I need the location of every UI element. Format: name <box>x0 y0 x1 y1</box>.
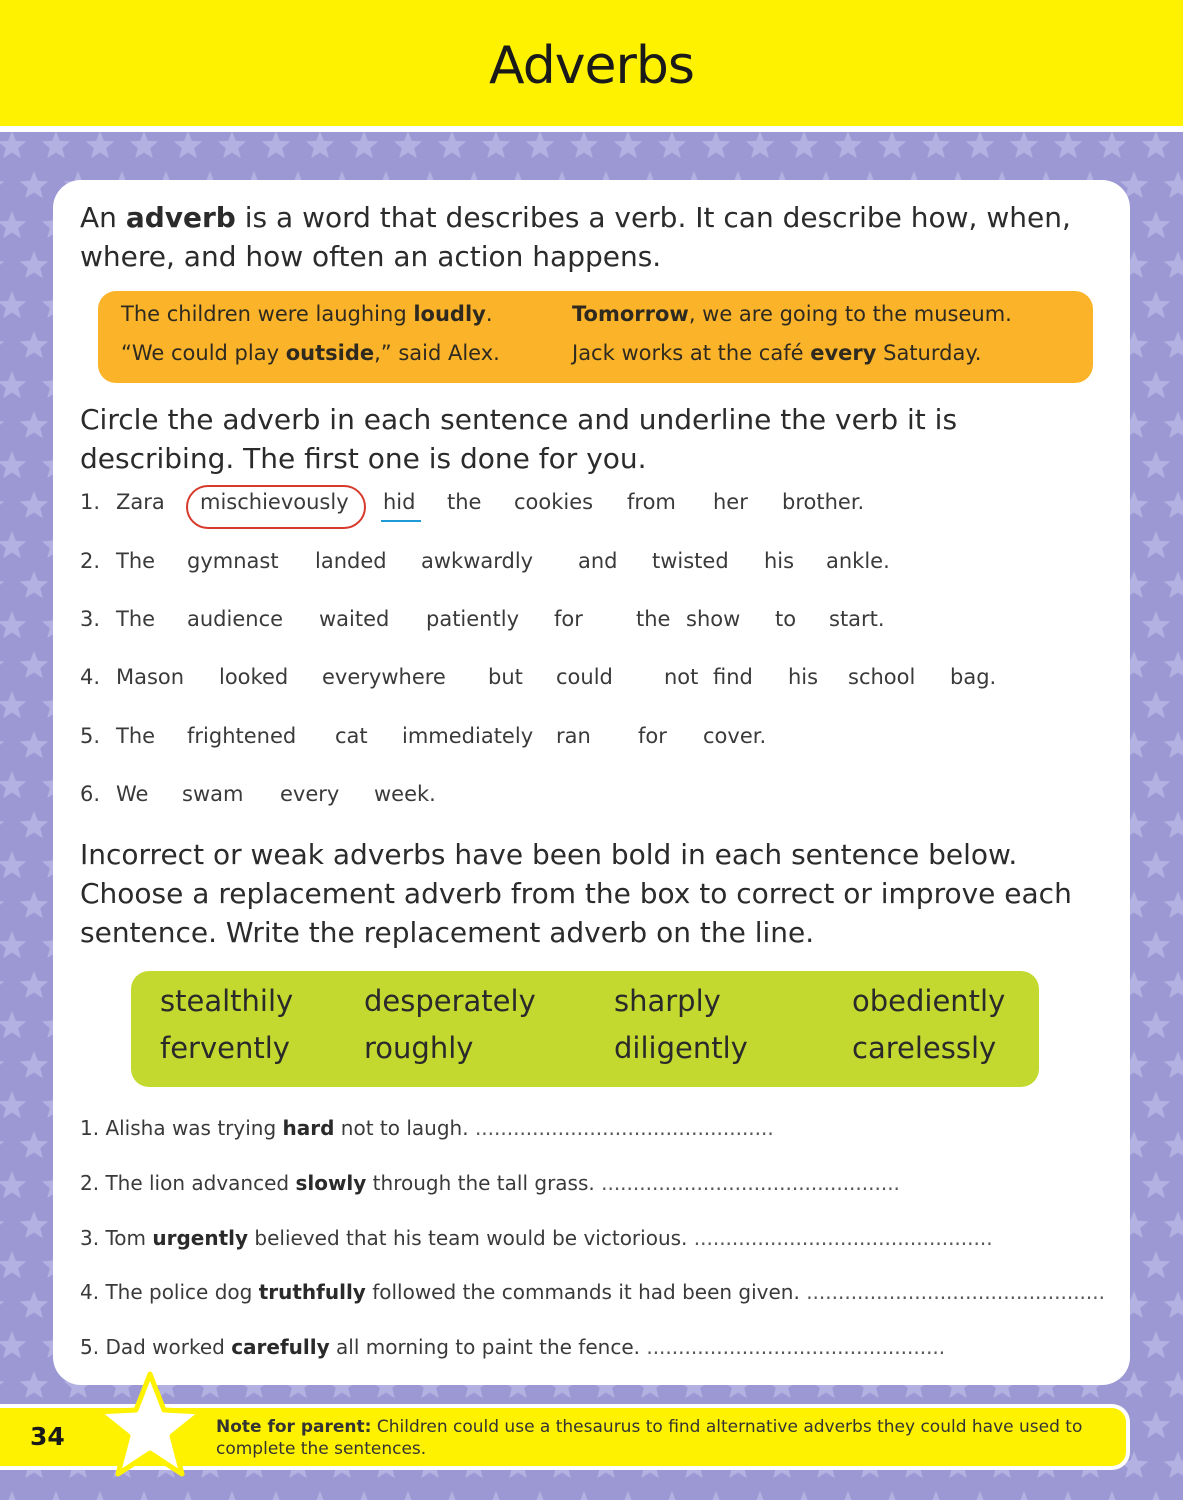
sentence-word[interactable]: Mason <box>116 665 185 689</box>
background-star <box>878 1491 907 1500</box>
background-star <box>218 1491 247 1500</box>
background-star <box>20 491 49 518</box>
background-star <box>20 331 49 358</box>
question-text: all morning to paint the fence. <box>329 1335 640 1359</box>
sentence-word[interactable]: frightened <box>187 724 297 748</box>
sentence-number: 1. <box>80 490 101 514</box>
background-star <box>1164 331 1183 358</box>
background-star <box>1164 1211 1183 1238</box>
background-star <box>0 731 4 758</box>
sentence-word[interactable]: week. <box>374 782 436 806</box>
note-text: Children could use a thesaurus to find alternative adverbs they could have used to complete the sentences. <box>216 1417 1083 1459</box>
answer-line[interactable]: ............................................... <box>601 1171 900 1195</box>
background-star <box>482 1491 511 1500</box>
sentence-number: 2. <box>80 549 101 573</box>
sentence-word[interactable]: Zara <box>116 490 165 514</box>
background-star <box>0 251 4 278</box>
background-star <box>834 1491 863 1500</box>
sentence-word[interactable]: his <box>788 665 819 689</box>
answer-line[interactable]: ............................................... <box>693 1226 993 1250</box>
example-text: . <box>485 302 493 326</box>
sentence-number: 6. <box>80 782 101 806</box>
background-star <box>1054 1491 1083 1500</box>
intro-text-2: is a word that describes a verb. It can describe how, when, where, and how often an action happens. <box>80 201 1071 273</box>
sentence-word[interactable]: awkwardly <box>421 549 534 573</box>
example-3 <box>121 341 500 365</box>
sentence-word[interactable]: cover. <box>703 724 767 748</box>
background-star <box>0 571 4 598</box>
intro-paragraph <box>80 198 1080 276</box>
adverb-circle-mark <box>186 485 366 529</box>
star-icon <box>94 1370 206 1482</box>
background-star <box>0 1371 4 1398</box>
background-star <box>526 132 555 158</box>
background-star <box>1142 1251 1171 1278</box>
weak-adverb: truthfully <box>258 1280 366 1304</box>
page-number: 34 <box>30 1422 65 1451</box>
background-star <box>790 1491 819 1500</box>
example-text: , we are going to the museum. <box>688 302 1012 326</box>
background-star <box>130 1491 159 1500</box>
sentence-word[interactable]: not <box>664 665 699 689</box>
background-star <box>218 132 247 158</box>
background-star <box>0 1291 4 1318</box>
background-star <box>746 132 775 158</box>
background-star <box>1054 132 1083 158</box>
answer-line[interactable]: ............................................... <box>806 1280 1105 1304</box>
background-star <box>834 132 863 158</box>
sentence-word[interactable]: waited <box>319 607 390 631</box>
background-star <box>20 1211 49 1238</box>
background-star <box>614 1491 643 1500</box>
sentence-word[interactable]: every <box>280 782 340 806</box>
question-text: 5. Dad worked <box>80 1335 232 1359</box>
background-star <box>20 571 49 598</box>
background-star <box>1142 931 1171 958</box>
sentence-word[interactable]: The <box>116 724 156 748</box>
example-1 <box>121 302 493 326</box>
question-text: 3. Tom <box>80 1226 153 1250</box>
background-star <box>1164 651 1183 678</box>
background-star <box>1142 851 1171 878</box>
sentence-word[interactable]: her <box>713 490 748 514</box>
background-star <box>1142 371 1171 398</box>
background-star <box>1164 171 1183 198</box>
sentence-word[interactable]: landed <box>315 549 387 573</box>
sentence-word[interactable]: to <box>775 607 797 631</box>
sentence-word[interactable]: hid <box>383 490 416 514</box>
background-star <box>966 132 995 158</box>
background-star <box>0 331 4 358</box>
background-star <box>1164 1291 1183 1318</box>
background-star <box>0 1251 26 1278</box>
background-star <box>0 211 26 238</box>
sentence-word[interactable]: ran <box>556 724 591 748</box>
background-star <box>1142 531 1171 558</box>
background-star <box>20 731 49 758</box>
background-star <box>1142 291 1171 318</box>
background-star <box>0 931 26 958</box>
background-star <box>20 971 49 998</box>
background-star <box>1164 891 1183 918</box>
sentence-word[interactable]: find <box>713 665 753 689</box>
sentence-word[interactable]: start. <box>829 607 885 631</box>
page-title: Adverbs <box>489 36 694 96</box>
question-4 <box>80 1280 1105 1304</box>
word-box-item: sharply <box>614 984 721 1018</box>
background-star <box>0 1011 26 1038</box>
background-star <box>0 171 4 198</box>
background-star <box>438 1491 467 1500</box>
background-star <box>394 1491 423 1500</box>
background-star <box>20 1051 49 1078</box>
background-star <box>0 1091 26 1118</box>
background-star <box>0 811 4 838</box>
background-star <box>1142 1411 1171 1438</box>
question-text: believed that his team would be victorious. <box>248 1226 688 1250</box>
example-adverb: Tomorrow <box>572 302 689 326</box>
example-4 <box>572 341 981 365</box>
weak-adverb: hard <box>282 1116 335 1140</box>
background-star <box>20 891 49 918</box>
question-text: followed the commands it had been given. <box>365 1280 800 1304</box>
background-star <box>1164 1051 1183 1078</box>
sentence-word[interactable]: the <box>447 490 482 514</box>
background-star <box>20 411 49 438</box>
example-text: The children were laughing <box>121 302 414 326</box>
background-star <box>0 1331 26 1358</box>
sentence-word[interactable]: and <box>578 549 618 573</box>
background-star <box>0 1051 4 1078</box>
background-star <box>1142 451 1171 478</box>
background-star <box>526 1491 555 1500</box>
sentence-word[interactable]: The <box>116 607 156 631</box>
background-star <box>1164 1131 1183 1158</box>
sentence-number: 4. <box>80 665 101 689</box>
question-1 <box>80 1116 774 1140</box>
background-star <box>350 132 379 158</box>
background-star <box>1164 1451 1183 1478</box>
background-star <box>20 811 49 838</box>
background-star <box>20 1131 49 1158</box>
verb-underline-mark <box>381 520 421 522</box>
background-star <box>262 132 291 158</box>
background-star <box>0 291 26 318</box>
background-star <box>1164 1371 1183 1398</box>
sentence-word[interactable]: looked <box>219 665 289 689</box>
background-star <box>0 1131 4 1158</box>
background-star <box>1142 691 1171 718</box>
sentence-word[interactable]: mischievously <box>200 490 349 514</box>
note-label: Note for parent: <box>216 1417 372 1437</box>
background-star <box>746 1491 775 1500</box>
sentence-word[interactable]: twisted <box>652 549 729 573</box>
background-star <box>1142 1491 1171 1500</box>
intro-keyword: adverb <box>125 201 236 234</box>
background-star <box>130 132 159 158</box>
sentence-word[interactable]: show <box>686 607 741 631</box>
question-text: 4. The police dog <box>80 1280 259 1304</box>
background-star <box>0 891 4 918</box>
background-star <box>1164 811 1183 838</box>
word-box-item: carelessly <box>852 1031 997 1065</box>
background-star <box>1164 731 1183 758</box>
background-star <box>1142 771 1171 798</box>
background-star <box>0 132 26 158</box>
background-star <box>1164 251 1183 278</box>
sentence-word[interactable]: everywhere <box>322 665 446 689</box>
sentence-word[interactable]: his <box>764 549 795 573</box>
weak-adverb: urgently <box>152 1226 249 1250</box>
answer-line[interactable]: ............................................... <box>474 1116 774 1140</box>
answer-line[interactable]: ............................................... <box>646 1335 946 1359</box>
word-box-item: stealthily <box>160 984 294 1018</box>
sentence-word[interactable]: school <box>848 665 916 689</box>
background-star <box>306 132 335 158</box>
sentence-word[interactable]: ankle. <box>826 549 890 573</box>
background-star <box>0 371 26 398</box>
background-star <box>0 451 26 478</box>
example-adverb: every <box>810 341 877 365</box>
question-text: 1. Alisha was trying <box>80 1116 283 1140</box>
sentence-word[interactable]: The <box>116 549 156 573</box>
background-star <box>790 132 819 158</box>
background-star <box>614 132 643 158</box>
background-star <box>1142 132 1171 158</box>
page-header <box>0 0 1183 132</box>
background-star <box>394 132 423 158</box>
background-star <box>702 1491 731 1500</box>
instruction-replace-adverbs: Incorrect or weak adverbs have been bold in each sentence below. Choose a replacement adverb from the box to correct or improve each sentence. Write the replacement adverb on the line. <box>80 838 1072 949</box>
question-5 <box>80 1335 945 1359</box>
sentence-number: 3. <box>80 607 101 631</box>
sentence-word[interactable]: swam <box>182 782 244 806</box>
background-star <box>20 1291 49 1318</box>
weak-adverb: slowly <box>295 1171 367 1195</box>
parent-note <box>216 1416 1096 1460</box>
sentence-word[interactable]: gymnast <box>187 549 279 573</box>
background-star <box>20 251 49 278</box>
sentence-word[interactable]: cookies <box>514 490 594 514</box>
sentence-word[interactable]: bag. <box>950 665 997 689</box>
background-star <box>0 771 26 798</box>
example-text: Jack works at the café <box>572 341 811 365</box>
background-star <box>1120 1371 1149 1398</box>
word-box-item: roughly <box>364 1031 474 1065</box>
background-star <box>0 1171 26 1198</box>
background-star <box>570 1491 599 1500</box>
sentence-word[interactable]: We <box>116 782 149 806</box>
background-star <box>0 651 4 678</box>
sentence-word[interactable]: audience <box>187 607 284 631</box>
background-star <box>1010 132 1039 158</box>
background-star <box>1142 1331 1171 1358</box>
background-star <box>0 411 4 438</box>
word-box-item: obediently <box>852 984 1006 1018</box>
background-star <box>1142 611 1171 638</box>
background-star <box>702 132 731 158</box>
background-star <box>1142 1091 1171 1118</box>
weak-adverb: carefully <box>231 1335 330 1359</box>
background-star <box>658 132 687 158</box>
background-star <box>20 171 49 198</box>
background-star <box>1098 1491 1127 1500</box>
background-star <box>1142 211 1171 238</box>
background-star <box>86 132 115 158</box>
background-star <box>42 1491 71 1500</box>
word-box-item: desperately <box>364 984 536 1018</box>
background-star <box>0 1491 26 1500</box>
example-2 <box>572 302 1012 326</box>
background-star <box>174 1491 203 1500</box>
background-star <box>86 1491 115 1500</box>
example-adverb: outside <box>285 341 375 365</box>
intro-text-1: An <box>80 201 126 234</box>
example-adverb: loudly <box>413 302 486 326</box>
example-text: Saturday. <box>876 341 982 365</box>
background-star <box>878 132 907 158</box>
question-3 <box>80 1226 993 1250</box>
sentence-word[interactable]: immediately <box>402 724 534 748</box>
background-star <box>306 1491 335 1500</box>
sentence-word[interactable]: the <box>636 607 671 631</box>
background-star <box>658 1491 687 1500</box>
background-star <box>0 531 26 558</box>
sentence-word[interactable]: from <box>627 490 676 514</box>
background-star <box>1164 411 1183 438</box>
background-star <box>174 132 203 158</box>
sentence-word[interactable]: but <box>488 665 523 689</box>
word-box-item: fervently <box>160 1031 290 1065</box>
background-star <box>0 971 4 998</box>
example-text: ,” said Alex. <box>374 341 500 365</box>
background-star <box>0 1211 4 1238</box>
sentence-word[interactable]: could <box>556 665 613 689</box>
background-star <box>1142 1011 1171 1038</box>
question-text: 2. The lion advanced <box>80 1171 296 1195</box>
background-star <box>262 1491 291 1500</box>
background-star <box>1164 491 1183 518</box>
background-star <box>966 1491 995 1500</box>
background-star <box>1164 971 1183 998</box>
example-text: “We could play <box>121 341 286 365</box>
background-star <box>1098 132 1127 158</box>
background-star <box>570 132 599 158</box>
background-star <box>482 132 511 158</box>
sentence-word[interactable]: brother. <box>782 490 865 514</box>
question-text: not to laugh. <box>334 1116 469 1140</box>
sentence-word[interactable]: cat <box>335 724 368 748</box>
background-star <box>350 1491 379 1500</box>
sentence-word[interactable]: for <box>638 724 667 748</box>
question-text: through the tall grass. <box>366 1171 595 1195</box>
background-star <box>1142 1171 1171 1198</box>
background-star <box>0 851 26 878</box>
question-2 <box>80 1171 900 1195</box>
background-star <box>438 132 467 158</box>
sentence-number: 5. <box>80 724 101 748</box>
sentence-word[interactable]: for <box>554 607 583 631</box>
instruction-circle-adverbs: Circle the adverb in each sentence and underline the verb it is describing. The first one is done for you. <box>80 403 958 475</box>
background-star <box>922 1491 951 1500</box>
background-star <box>20 651 49 678</box>
background-star <box>922 132 951 158</box>
background-star <box>1164 571 1183 598</box>
word-box-item: diligently <box>614 1031 748 1065</box>
sentence-word[interactable]: patiently <box>426 607 519 631</box>
background-star <box>0 491 4 518</box>
background-star <box>0 611 26 638</box>
background-star <box>1010 1491 1039 1500</box>
background-star <box>42 132 71 158</box>
background-star <box>0 691 26 718</box>
background-star <box>20 1371 49 1398</box>
